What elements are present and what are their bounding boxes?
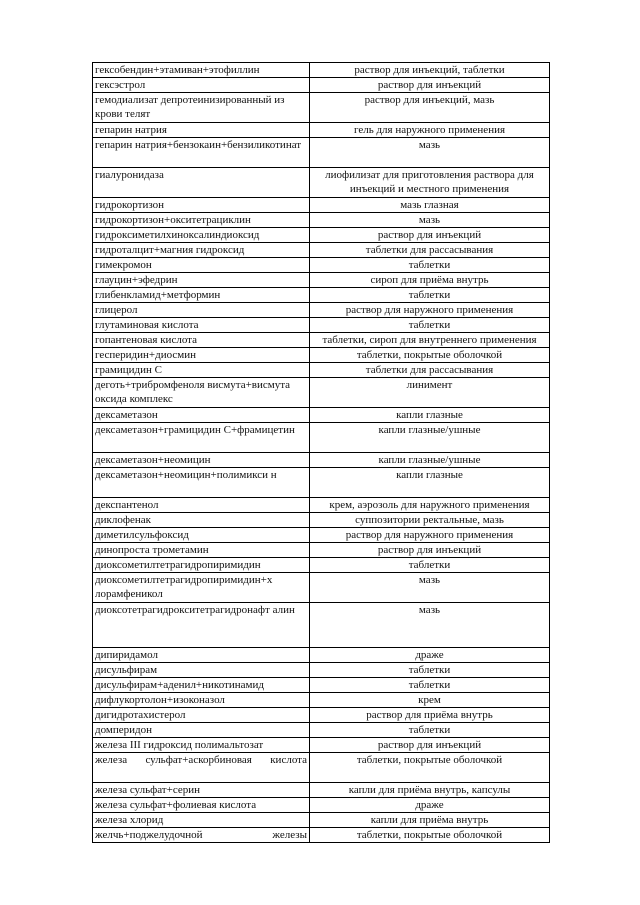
table-row <box>93 528 550 543</box>
dosage-form-cell: таблетки <box>310 723 550 738</box>
drug-name-cell: дексаметазон+неомицин <box>93 453 310 468</box>
drug-name-cell: гидрокортизон+окситетрациклин <box>93 213 310 228</box>
table-row <box>93 348 550 363</box>
table-row <box>93 828 550 843</box>
drug-name-cell: динопроста трометамин <box>93 543 310 558</box>
dosage-form-cell: таблетки <box>310 558 550 573</box>
drug-table <box>92 62 550 843</box>
table-row <box>93 543 550 558</box>
table-row <box>93 453 550 468</box>
dosage-form-cell: таблетки, покрытые оболочкой <box>310 348 550 363</box>
dosage-form-cell: суппозитории ректальные, мазь <box>310 513 550 528</box>
drug-name-cell: гепарин натрия+бензокаин+бензиликотинат <box>93 138 310 168</box>
drug-name-cell: гопантеновая кислота <box>93 333 310 348</box>
dosage-form-cell: раствор для инъекций <box>310 738 550 753</box>
drug-name-cell: гиалуронидаза <box>93 168 310 198</box>
dosage-form-cell: драже <box>310 648 550 663</box>
drug-name-cell: гидрокортизон <box>93 198 310 213</box>
table-row <box>93 813 550 828</box>
dosage-form-cell: капли глазные/ушные <box>310 453 550 468</box>
dosage-form-cell: сироп для приёма внутрь <box>310 273 550 288</box>
table-row <box>93 258 550 273</box>
drug-name-cell: грамицидин С <box>93 363 310 378</box>
drug-name-cell: диоксометилтетрагидропиримидин+х лорамфеникол <box>93 573 310 603</box>
dosage-form-cell: таблетки, покрытые оболочкой <box>310 828 550 843</box>
drug-name-cell: деготь+трибромфеноля висмута+висмута оксида комплекс <box>93 378 310 408</box>
dosage-form-cell: капли для приёма внутрь <box>310 813 550 828</box>
dosage-form-cell: таблетки <box>310 318 550 333</box>
drug-name-cell: дисульфирам <box>93 663 310 678</box>
dosage-form-cell: раствор для инъекций <box>310 543 550 558</box>
table-row <box>93 198 550 213</box>
drug-name-cell: железа сульфат+аскорбиновая кислота <box>93 753 310 783</box>
drug-name-cell: дифлукортолон+изоконазол <box>93 693 310 708</box>
table-row <box>93 78 550 93</box>
drug-name-cell: гепарин натрия <box>93 123 310 138</box>
dosage-form-cell: таблетки <box>310 678 550 693</box>
table-row <box>93 603 550 648</box>
drug-name-cell: железа III гидроксид полимальтозат <box>93 738 310 753</box>
table-row <box>93 333 550 348</box>
drug-name-cell: диоксотетрагидрокситетрагидронафт алин <box>93 603 310 648</box>
drug-name-cell: гесперидин+диосмин <box>93 348 310 363</box>
dosage-form-cell: таблетки <box>310 663 550 678</box>
dosage-form-cell: мазь <box>310 603 550 648</box>
table-row <box>93 723 550 738</box>
table-row <box>93 93 550 123</box>
dosage-form-cell: драже <box>310 798 550 813</box>
drug-name-cell: гексобендин+этамиван+этофиллин <box>93 63 310 78</box>
table-row <box>93 378 550 408</box>
table-row <box>93 363 550 378</box>
dosage-form-cell: таблетки <box>310 258 550 273</box>
table-row <box>93 648 550 663</box>
drug-name-cell: дексаметазон+неомицин+полимикси н <box>93 468 310 498</box>
dosage-form-cell: раствор для наружного применения <box>310 528 550 543</box>
table-row <box>93 783 550 798</box>
drug-name-cell: железа хлорид <box>93 813 310 828</box>
drug-name-cell: гимекромон <box>93 258 310 273</box>
dosage-form-cell: крем, аэрозоль для наружного применения <box>310 498 550 513</box>
dosage-form-cell: раствор для инъекций, таблетки <box>310 63 550 78</box>
drug-name-cell: гидроксиметилхиноксалиндиоксид <box>93 228 310 243</box>
drug-name-cell: дипиридамол <box>93 648 310 663</box>
drug-name-cell: дигидротахистерол <box>93 708 310 723</box>
table-row <box>93 318 550 333</box>
dosage-form-cell: капли глазные <box>310 468 550 498</box>
drug-name-cell: глауцин+эфедрин <box>93 273 310 288</box>
drug-name-cell: гексэстрол <box>93 78 310 93</box>
table-row <box>93 753 550 783</box>
table-row <box>93 708 550 723</box>
dosage-form-cell: таблетки <box>310 288 550 303</box>
dosage-form-cell: капли глазные/ушные <box>310 423 550 453</box>
dosage-form-cell: мазь <box>310 573 550 603</box>
dosage-form-cell: раствор для инъекций, мазь <box>310 93 550 123</box>
table-row <box>93 798 550 813</box>
drug-name-cell: диоксометилтетрагидропиримидин <box>93 558 310 573</box>
drug-name-cell: железа сульфат+фолиевая кислота <box>93 798 310 813</box>
drug-name-cell: гемодиализат депротеинизированный из крови телят <box>93 93 310 123</box>
table-row <box>93 63 550 78</box>
dosage-form-cell: лиофилизат для приготовления раствора для инъекций и местного применения <box>310 168 550 198</box>
drug-name-cell: глицерол <box>93 303 310 318</box>
drug-name-cell: глутаминовая кислота <box>93 318 310 333</box>
dosage-form-cell: мазь <box>310 213 550 228</box>
table-row <box>93 693 550 708</box>
drug-name-cell: гидроталцит+магния гидроксид <box>93 243 310 258</box>
table-row <box>93 423 550 453</box>
dosage-form-cell: раствор для инъекций <box>310 228 550 243</box>
drug-name-cell: дексаметазон+грамицидин С+фрамицетин <box>93 423 310 453</box>
table-row <box>93 228 550 243</box>
dosage-form-cell: таблетки, сироп для внутреннего применения <box>310 333 550 348</box>
dosage-form-cell: мазь глазная <box>310 198 550 213</box>
table-row <box>93 498 550 513</box>
table-row <box>93 678 550 693</box>
drug-name-cell: дексаметазон <box>93 408 310 423</box>
dosage-form-cell: раствор для инъекций <box>310 78 550 93</box>
table-row <box>93 408 550 423</box>
table-row <box>93 138 550 168</box>
table-row <box>93 468 550 498</box>
table-row <box>93 303 550 318</box>
table-row <box>93 573 550 603</box>
dosage-form-cell: раствор для наружного применения <box>310 303 550 318</box>
dosage-form-cell: раствор для приёма внутрь <box>310 708 550 723</box>
table-row <box>93 273 550 288</box>
drug-name-cell: глибенкламид+метформин <box>93 288 310 303</box>
dosage-form-cell: таблетки, покрытые оболочкой <box>310 753 550 783</box>
table-row <box>93 513 550 528</box>
drug-name-cell: диметилсульфоксид <box>93 528 310 543</box>
dosage-form-cell: мазь <box>310 138 550 168</box>
table-row <box>93 243 550 258</box>
dosage-form-cell: таблетки для рассасывания <box>310 243 550 258</box>
dosage-form-cell: капли для приёма внутрь, капсулы <box>310 783 550 798</box>
table-row <box>93 168 550 198</box>
drug-name-cell: декспантенол <box>93 498 310 513</box>
dosage-form-cell: линимент <box>310 378 550 408</box>
dosage-form-cell: таблетки для рассасывания <box>310 363 550 378</box>
table-row <box>93 288 550 303</box>
drug-name-cell: железа сульфат+серин <box>93 783 310 798</box>
table-row <box>93 213 550 228</box>
drug-name-cell: желчь+поджелудочной железы <box>93 828 310 843</box>
table-row <box>93 558 550 573</box>
table-row <box>93 123 550 138</box>
table-row <box>93 663 550 678</box>
drug-name-cell: диклофенак <box>93 513 310 528</box>
dosage-form-cell: крем <box>310 693 550 708</box>
dosage-form-cell: гель для наружного применения <box>310 123 550 138</box>
drug-name-cell: дисульфирам+аденил+никотинамид <box>93 678 310 693</box>
drug-name-cell: домперидон <box>93 723 310 738</box>
dosage-form-cell: капли глазные <box>310 408 550 423</box>
table-row <box>93 738 550 753</box>
